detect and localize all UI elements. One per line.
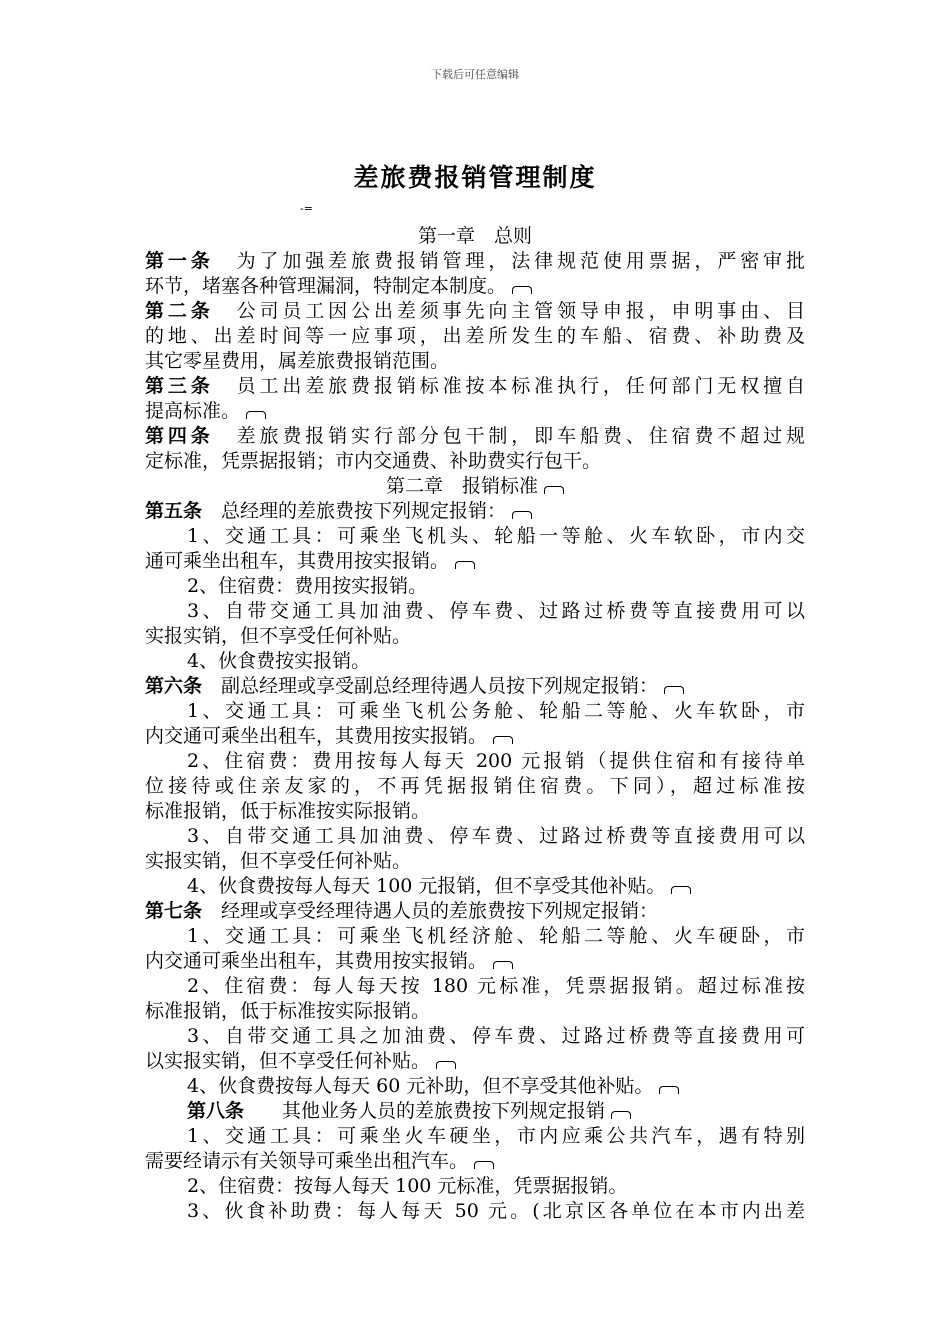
article-number: 第二条 [145,300,214,322]
text-line [145,599,805,624]
article-number: 第一条 [145,250,214,272]
line-text: 通可乘坐出租车，其费用按实报销。 [145,550,450,572]
line-text: 3、自带交通工具加油费、停车费、过路过桥费等直接费用可以 [187,600,805,622]
text-line [145,249,805,274]
paragraph-mark-icon [512,286,532,294]
text-line [145,999,805,1024]
paragraph-mark-icon [493,961,513,969]
line-text: 副总经理或享受副总经理待遇人员按下列规定报销： [221,675,659,697]
text-line [145,1024,805,1049]
article-number: 第四条 [145,425,214,447]
paragraph-mark-icon [474,1161,494,1169]
chapter-heading [145,224,805,249]
text-line [145,849,805,874]
paragraph-mark-icon [664,686,684,694]
text-line [145,1074,805,1099]
text-line [145,549,805,574]
line-text: 实报实销，但不享受任何补贴。 [145,625,412,647]
paragraph-mark-icon [512,511,532,519]
line-text: 提高标准。 [145,400,241,422]
text-line [145,674,805,699]
line-text: 2、住宿费：费用按实报销。 [187,575,428,597]
text-line [145,749,805,774]
text-line [145,899,805,924]
text-line [145,924,805,949]
line-text: 4、伙食费按每人每天 60 元补助，但不享受其他补贴。 [187,1075,654,1097]
text-line [145,699,805,724]
text-line [145,299,805,324]
document-body [145,224,805,1224]
text-line [145,424,805,449]
paragraph-mark-icon [544,486,564,494]
text-line [145,399,805,424]
line-text: 第二章 报销标准 [385,475,538,497]
paragraph-mark-icon [659,1086,679,1094]
text-line [145,1099,805,1124]
paragraph-mark-icon [436,1061,456,1069]
line-text: 1、交通工具：可乘坐飞机头、轮船一等舱、火车软卧，市内交 [187,525,805,547]
line-text: 其它零星费用，属差旅费报销范围。 [145,350,450,372]
paragraph-mark-icon [455,561,475,569]
chapter-heading [145,474,805,499]
text-line [145,524,805,549]
heading-mark: -= [300,202,313,215]
line-text: 3、伙食补助费：每人每天 50 元。(北京区各单位在本市内出差 [187,1200,805,1222]
article-number: 第八条 [187,1100,245,1122]
text-line [145,1199,805,1224]
text-line [145,724,805,749]
text-line [145,824,805,849]
line-text: 环节，堵塞各种管理漏洞，特制定本制度。 [145,275,507,297]
text-line [145,574,805,599]
text-line [145,1174,805,1199]
text-line [145,774,805,799]
text-line [145,1124,805,1149]
line-text: 标准报销，低于标准按实际报销。 [145,800,431,822]
text-line [145,649,805,674]
line-text: 实报实销，但不享受任何补贴。 [145,850,412,872]
paragraph-mark-icon [671,886,691,894]
text-line [145,349,805,374]
line-text: 定标准，凭票据报销；市内交通费、补助费实行包干。 [145,450,602,472]
line-text: 内交通可乘坐出租车，其费用按实报销。 [145,950,488,972]
line-text: 3、自带交通工具之加油费、停车费、过路过桥费等直接费用可 [187,1025,805,1047]
text-line [145,1049,805,1074]
line-text: 3、自带交通工具加油费、停车费、过路过桥费等直接费用可以 [187,825,805,847]
text-line [145,949,805,974]
line-text: 经理或享受经理待遇人员的差旅费按下列规定报销： [221,900,659,922]
text-line [145,799,805,824]
line-text: 为了加强差旅费报销管理，法律规范使用票据，严密审批 [236,250,805,272]
line-text: 4、伙食费按每人每天 100 元报销，但不享受其他补贴。 [187,875,666,897]
line-text: 4、伙食费按实报销。 [187,650,371,672]
line-text: 1、交通工具：可乘坐火车硬坐，市内应乘公共汽车，遇有特别 [187,1125,805,1147]
header-note: 下载后可任意编辑 [431,68,519,81]
text-line [145,449,805,474]
text-line [145,324,805,349]
text-line [145,274,805,299]
text-line [145,874,805,899]
text-line [145,1149,805,1174]
line-text: 以实报实销，但不享受任何补贴。 [145,1050,431,1072]
article-number: 第六条 [145,675,203,697]
line-text: 1、交通工具：可乘坐飞机经济舱、轮船二等舱、火车硬卧，市 [187,925,805,947]
line-text: 标准报销，低于标准按实际报销。 [145,1000,431,1022]
text-line [145,499,805,524]
line-text: 内交通可乘坐出租车，其费用按实报销。 [145,725,488,747]
line-text: 总经理的差旅费按下列规定报销： [221,500,507,522]
text-line [145,624,805,649]
document-title: 差旅费报销管理制度 [353,163,597,192]
line-text: 2、住宿费：每人每天按 180 元标准，凭票据报销。超过标准按 [187,975,805,997]
line-text: 2、住宿费：费用按每人每天 200 元报销（提供住宿和有接待单 [187,750,805,772]
line-text: 公司员工因公出差须事先向主管领导申报，申明事由、目 [236,300,805,322]
text-line [145,974,805,999]
article-number: 第五条 [145,500,203,522]
line-text: 其他业务人员的差旅费按下列规定报销 [263,1100,606,1122]
line-text: 需要经请示有关领导可乘坐出租汽车。 [145,1150,469,1172]
paragraph-mark-icon [611,1111,631,1119]
line-text: 第一章 总则 [417,225,532,247]
paragraph-mark-icon [493,736,513,744]
article-number: 第七条 [145,900,203,922]
line-text: 差旅费报销实行部分包干制，即车船费、住宿费不超过规 [236,425,805,447]
line-text: 的地、出差时间等一应事项，出差所发生的车船、宿费、补助费及 [145,325,805,347]
line-text: 2、住宿费：按每人每天 100 元标准，凭票据报销。 [187,1175,628,1197]
line-text: 员工出差旅费报销标准按本标准执行，任何部门无权擅自 [236,375,805,397]
article-number: 第三条 [145,375,214,397]
paragraph-mark-icon [246,411,266,419]
line-text: 1、交通工具：可乘坐飞机公务舱、轮船二等舱、火车软卧，市 [187,700,805,722]
line-text: 位接待或住亲友家的，不再凭据报销住宿费。下同），超过标准按 [145,775,805,797]
text-line [145,374,805,399]
